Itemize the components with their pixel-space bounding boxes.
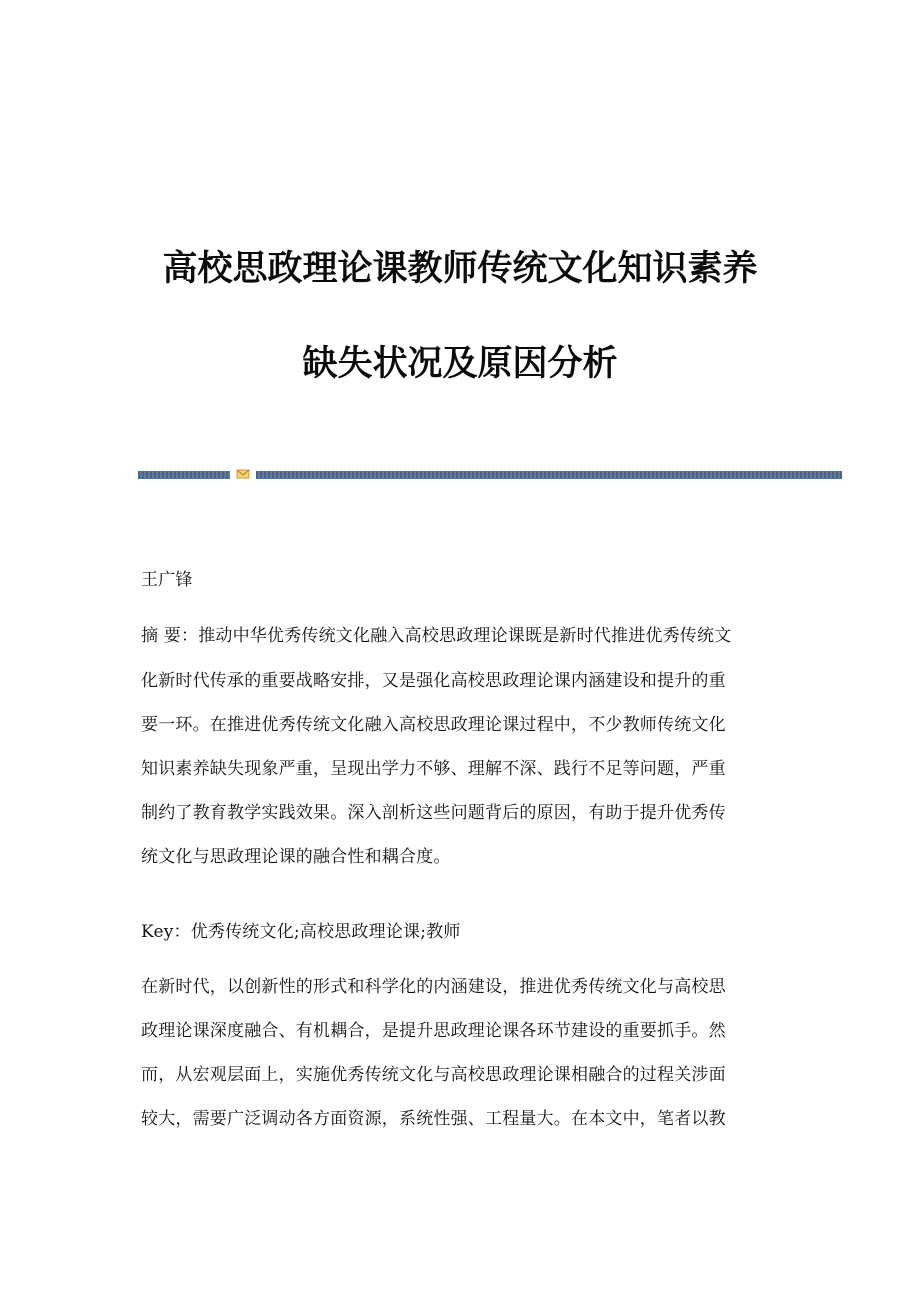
abstract-line: 统文化与思政理论课的融合性和耦合度。	[141, 847, 451, 867]
abstract-line: 要一环。在推进优秀传统文化融入高校思政理论课过程中，不少教师传统文化	[141, 715, 726, 735]
document-title-line-2: 缺失状况及原因分析	[302, 344, 618, 385]
author-name: 王广锋	[141, 570, 193, 590]
body-line: 而，从宏观层面上，实施优秀传统文化与高校思政理论课相融合的过程关涉面	[141, 1065, 726, 1085]
abstract-line: 化新时代传承的重要战略安排，又是强化高校思政理论课内涵建设和提升的重	[141, 671, 726, 691]
envelope-icon	[236, 468, 250, 480]
body-line: 政理论课深度融合、有机耦合，是提升思政理论课各环节建设的重要抓手。然	[141, 1021, 726, 1041]
divider-bar-left	[138, 471, 230, 479]
divider-bar-right	[256, 471, 842, 479]
title-divider	[138, 468, 842, 480]
body-line: 较大，需要广泛调动各方面资源，系统性强、工程量大。在本文中，笔者以教	[141, 1109, 726, 1129]
abstract-line: 摘 要：推动中华优秀传统文化融入高校思政理论课既是新时代推进优秀传统文	[141, 626, 732, 646]
document-title-line-1: 高校思政理论课教师传统文化知识素养	[162, 249, 758, 290]
abstract-line: 知识素养缺失现象严重，呈现出学力不够、理解不深、践行不足等问题，严重	[141, 759, 726, 779]
abstract-line: 制约了教育教学实践效果。深入剖析这些问题背后的原因，有助于提升优秀传	[141, 803, 726, 823]
body-line: 在新时代，以创新性的形式和科学化的内涵建设，推进优秀传统文化与高校思	[141, 977, 726, 997]
keywords-line: Key：优秀传统文化;高校思政理论课;教师	[141, 922, 461, 942]
